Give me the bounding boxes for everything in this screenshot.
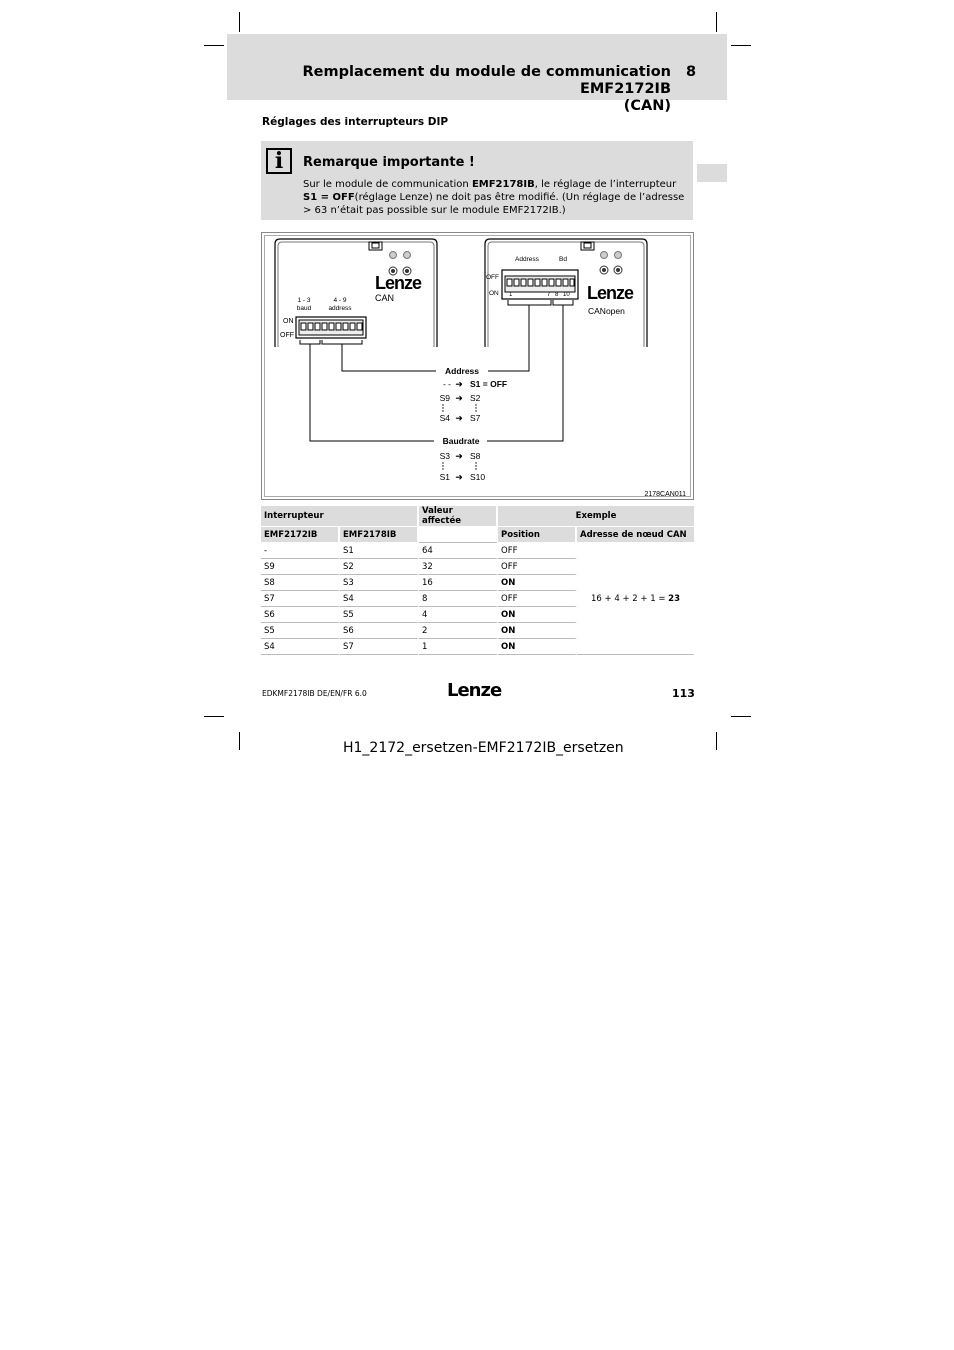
arrow-icon: ➜ [455,393,463,403]
cell-valeur: 64 [419,543,498,559]
baud-row-1-left: S3 [439,451,450,461]
page-number: 113 [672,687,695,700]
crop-mark [239,732,240,750]
crop-mark [716,732,717,750]
right-leds [600,252,622,275]
baud-row-1-right: S8 [470,451,481,461]
header-position: Position [498,527,577,543]
left-address-label: address [328,305,352,312]
address-row-2-left: S9 [439,393,450,403]
crop-mark [204,45,224,46]
left-off-label: OFF [280,332,294,339]
cell-valeur: 8 [419,591,498,607]
crop-mark [731,716,751,717]
figure-id: 2178CAN011 [644,491,686,497]
print-slug: H1_2172_ersetzen-EMF2172IB_ersetzen [343,740,624,756]
document-id: EDKMF2178IB DE/EN/FR 6.0 [262,689,367,698]
example-address-cell: 16 + 4 + 2 + 1 = 23 [577,543,694,655]
baud-row-2-right: S10 [470,472,486,482]
cell-valeur: 16 [419,575,498,591]
right-bd-label: Bd [559,256,567,263]
cell-emf2178ib: S7 [340,639,419,655]
left-on-label: ON [283,318,294,325]
dip-switch-diagram [264,235,691,497]
left-baud-label: baud [296,305,312,312]
cell-emf2178ib: S6 [340,623,419,639]
left-module-label: CAN [375,293,395,303]
left-dip-switch [296,317,366,344]
note-text: Sur le module de communication EMF2178IB, le réglage de l’interrupteur S1 = OFF(réglage Lenze) ne doit pas être modifié. (Un réglage de l’adresse > 63 n’était pas possible sur le module EMF2172IB.) [303,179,685,216]
right-address-label: Address [515,256,539,263]
address-row-3-right: S7 [470,413,481,423]
right-switch-10-label: 10 [563,292,570,298]
baud-row-2-left: S1 [439,472,450,482]
cell-position: ON [498,639,577,655]
cell-position: OFF [498,543,577,559]
crop-mark [731,45,751,46]
cell-position: OFF [498,559,577,575]
cell-emf2172ib: S7 [261,591,340,607]
right-module-label: CANopen [588,306,625,316]
left-leds [389,252,411,276]
right-switch-1-label: 1 [509,292,513,298]
cell-position: ON [498,607,577,623]
cell-emf2178ib: S5 [340,607,419,623]
header-emf2172ib: EMF2172IB [261,527,340,543]
table-subheader-row [261,527,694,543]
cell-valeur: 2 [419,623,498,639]
header-emf2178ib: EMF2178IB [340,527,419,543]
cell-emf2172ib: S8 [261,575,340,591]
arrow-icon: ➜ [455,472,463,482]
arrow-icon: ➜ [455,379,463,389]
cell-emf2178ib: S1 [340,543,419,559]
cell-valeur: 4 [419,607,498,623]
page-title-line-2: (CAN) [623,98,671,114]
right-logo: Lenze [587,283,634,303]
cell-emf2178ib: S3 [340,575,419,591]
cell-emf2172ib: S5 [261,623,340,639]
info-icon: i [266,148,292,174]
chapter-number: 8 [686,64,697,80]
cell-valeur: 32 [419,559,498,575]
table-header-row [261,506,694,527]
address-row-3-left: S4 [439,413,450,423]
header-valeur-empty [419,527,498,543]
ellipsis-dots [442,404,476,411]
cell-position: ON [498,575,577,591]
cell-emf2172ib: S4 [261,639,340,655]
crop-mark [239,12,240,32]
right-dip-switch [502,270,578,305]
baudrate-mapping-title: Baudrate [442,436,480,446]
cell-position: OFF [498,591,577,607]
right-switch-8-label: 8 [555,292,559,298]
page-title-line-1: Remplacement du module de communication EMF2172IB [302,64,671,97]
cell-emf2178ib: S2 [340,559,419,575]
right-on-label: ON [489,290,499,297]
cell-emf2178ib: S4 [340,591,419,607]
section-title: Réglages des interrupteurs DIP [262,116,449,128]
right-switch-7-label: 7 [547,292,551,298]
arrow-icon: ➜ [455,413,463,423]
address-mapping-title: Address [444,366,480,376]
header-interrupteur: Interrupteur [261,506,419,527]
address-row-1-right: S1 = OFF [470,379,508,389]
cell-emf2172ib: S9 [261,559,340,575]
header-valeur: Valeur affectée [419,506,498,527]
address-row-1-left: - - [442,379,451,389]
note-title: Remarque importante ! [303,155,475,170]
left-logo: Lenze [375,273,422,293]
table-row [261,543,694,559]
left-address-range: 4 - 9 [333,297,347,304]
crop-mark [716,12,717,32]
arrow-icon: ➜ [455,451,463,461]
crop-mark [204,716,224,717]
ellipsis-dots [442,462,476,469]
address-row-2-right: S2 [470,393,481,403]
right-off-label: OFF [486,274,499,281]
cell-position: ON [498,623,577,639]
page-title [227,64,671,115]
left-baud-range: 1 - 3 [297,297,311,304]
footer-logo: Lenze [447,680,502,701]
dip-switch-table [261,506,694,655]
cell-valeur: 1 [419,639,498,655]
chapter-tab [697,164,727,182]
cell-emf2172ib: S6 [261,607,340,623]
header-exemple: Exemple [498,506,694,527]
cell-emf2172ib: - [261,543,340,559]
header-adresse-noeud: Adresse de nœud CAN [577,527,694,543]
